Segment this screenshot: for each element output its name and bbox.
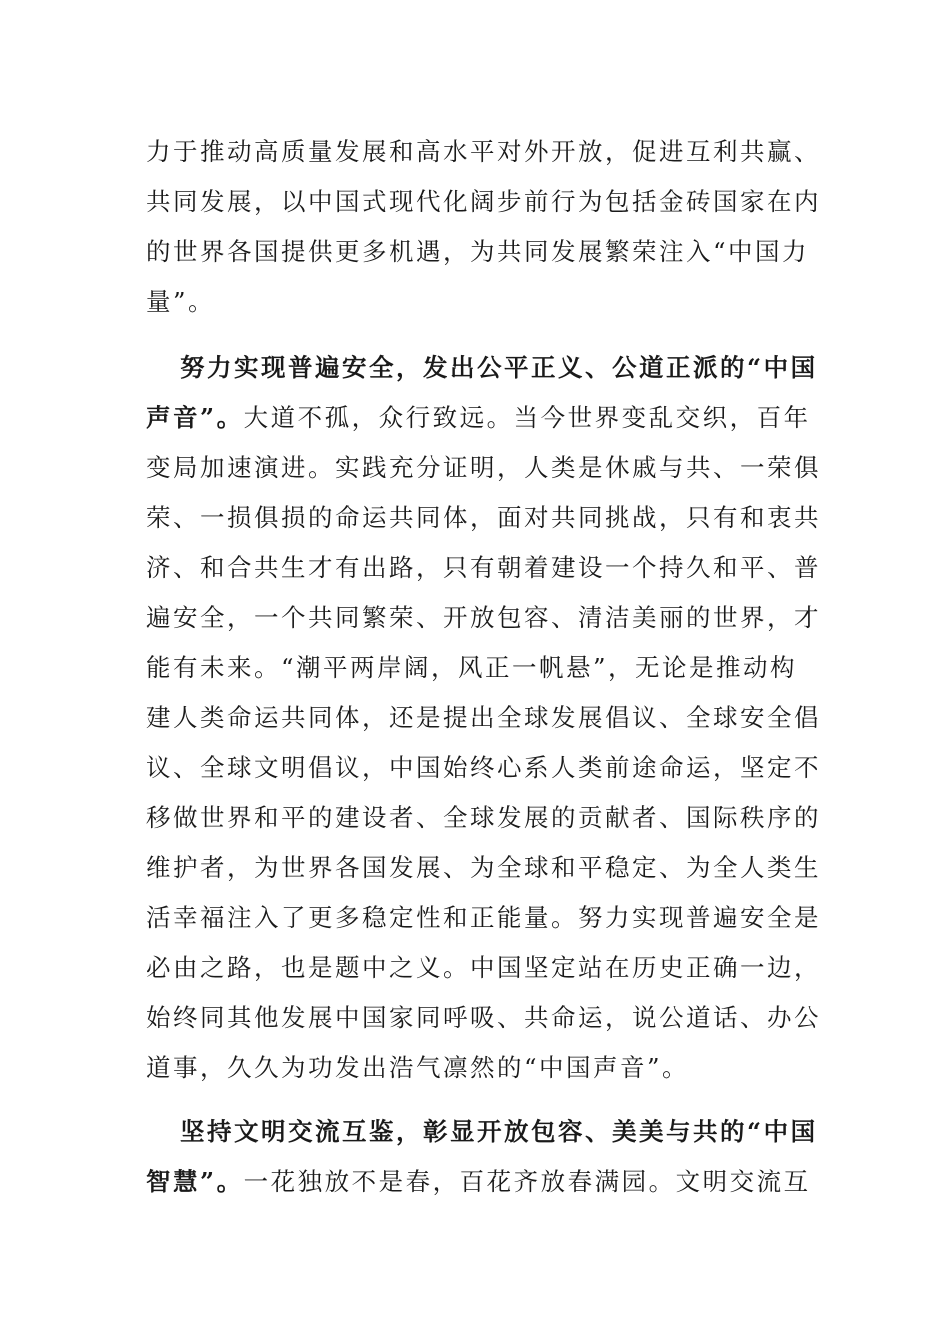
text-line: 量”。	[146, 287, 216, 316]
text-line: 的世界各国提供更多机遇，为共同发展繁荣注入“中国力	[146, 237, 810, 266]
text-line: 力于推动高质量发展和高水平对外开放，促进互利共赢、	[146, 137, 821, 166]
bold-heading: 坚持文明交流互鉴，彰显开放包容、美美与共的“中国	[180, 1117, 818, 1146]
text-line: 移做世界和平的建设者、全球发展的贡献者、国际秩序的	[146, 803, 821, 832]
bold-heading: 声音”。	[146, 403, 244, 432]
text-line: 遍安全，一个共同繁荣、开放包容、清洁美丽的世界，才	[146, 603, 821, 632]
paragraph-heading-line	[146, 343, 818, 393]
paragraph-3	[146, 1107, 818, 1207]
paragraph-heading-line	[146, 1107, 818, 1157]
text-run: 一花独放不是春，百花齐放春满园。文明交流互	[243, 1167, 811, 1196]
text-line: 共同发展，以中国式现代化阔步前行为包括金砖国家在内	[146, 187, 821, 216]
text-run: 大道不孤，众行致远。当今世界变乱交织，百年	[243, 403, 811, 432]
paragraph-2	[146, 343, 821, 1093]
text-line: 变局加速演进。实践充分证明，人类是休戚与共、一荣俱	[146, 453, 821, 482]
text-line: 必由之路，也是题中之义。中国坚定站在历史正确一边，	[146, 953, 821, 982]
bold-heading: 努力实现普遍安全，发出公平正义、公道正派的“中国	[180, 353, 818, 382]
bold-heading: 智慧”。	[146, 1167, 244, 1196]
text-line: 能有未来。“潮平两岸阔，风正一帆悬”，无论是推动构	[146, 653, 798, 682]
paragraph-1	[146, 127, 821, 327]
text-line: 荣、一损俱损的命运共同体，面对共同挑战，只有和衷共	[146, 503, 821, 532]
text-line	[146, 1157, 811, 1207]
text-line: 道事，久久为功发出浩气凛然的“中国声音”。	[146, 1053, 690, 1082]
text-line	[146, 393, 811, 443]
text-line: 活幸福注入了更多稳定性和正能量。努力实现普遍安全是	[146, 903, 821, 932]
text-line: 议、全球文明倡议，中国始终心系人类前途命运，坚定不	[146, 753, 821, 782]
text-line: 维护者，为世界各国发展、为全球和平稳定、为全人类生	[146, 853, 821, 882]
text-line: 始终同其他发展中国家同呼吸、共命运，说公道话、办公	[146, 1003, 821, 1032]
text-line: 济、和合共生才有出路，只有朝着建设一个持久和平、普	[146, 553, 821, 582]
text-line: 建人类命运共同体，还是提出全球发展倡议、全球安全倡	[146, 703, 821, 732]
